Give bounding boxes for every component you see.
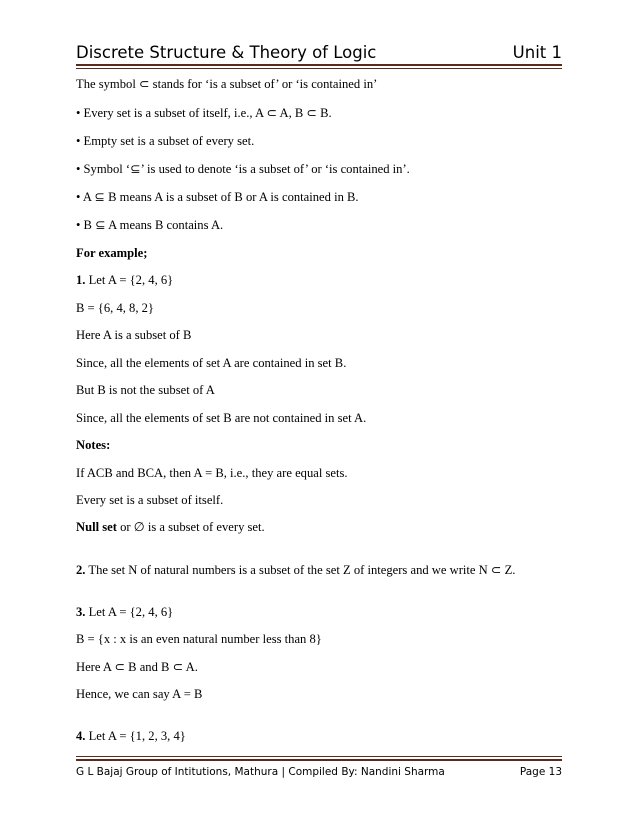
paragraph-line: If ACB and BCA, then A = B, i.e., they are equal sets. <box>76 466 348 480</box>
example-number: 4. <box>76 729 86 743</box>
paragraph-line: B = {6, 4, 8, 2} <box>76 301 154 315</box>
paragraph-line: Here A ⊂ B and B ⊂ A. <box>76 660 198 674</box>
paragraph-line: But B is not the subset of A <box>76 383 215 397</box>
example-line <box>76 562 515 578</box>
paragraph-line: Hence, we can say A = B <box>76 687 203 701</box>
header-rule-thick <box>76 64 562 66</box>
paragraph-line: The symbol ⊂ stands for ‘is a subset of’ or ‘is contained in’ <box>76 77 378 91</box>
example-number: 1. <box>76 273 86 287</box>
document-title: Discrete Structure & Theory of Logic <box>76 43 377 62</box>
line-text: or ∅ is a subset of every set. <box>116 520 265 534</box>
bullet-line: • Symbol ‘⊆’ is used to denote ‘is a subset of’ or ‘is contained in’. <box>76 162 410 176</box>
bullet-line: • Empty set is a subset of every set. <box>76 134 255 148</box>
unit-label: Unit 1 <box>512 43 562 62</box>
paragraph-line: Since, all the elements of set A are contained in set B. <box>76 356 347 370</box>
example-text: Let A = {1, 2, 3, 4} <box>85 729 186 743</box>
paragraph-line: Since, all the elements of set B are not contained in set A. <box>76 411 367 425</box>
bullet-line: • A ⊆ B means A is a subset of B or A is contained in B. <box>76 190 359 204</box>
bullet-line: • B ⊆ A means B contains A. <box>76 218 224 232</box>
header-rule-thin <box>76 68 562 69</box>
example-text: The set N of natural numbers is a subset of the set Z of integers and we write N ⊂ Z. <box>85 563 516 577</box>
example-line <box>76 604 173 620</box>
section-heading: For example; <box>76 246 148 260</box>
footer-rule-thin <box>76 756 562 757</box>
example-line <box>76 728 186 744</box>
example-number: 2. <box>76 563 86 577</box>
paragraph-line: B = {x : x is an even natural number less than 8} <box>76 632 322 646</box>
page-header <box>76 36 562 62</box>
bullet-line: • Every set is a subset of itself, i.e., A ⊂ A, B ⊂ B. <box>76 106 332 120</box>
footer-rule-thick <box>76 759 562 761</box>
paragraph-line: Every set is a subset of itself. <box>76 493 224 507</box>
paragraph-line <box>76 519 265 535</box>
paragraph-line: Here A is a subset of B <box>76 328 192 342</box>
footer-credit: G L Bajaj Group of Intitutions, Mathura | Compiled By: Nandini Sharma <box>76 766 445 778</box>
bold-term: Null set <box>76 520 117 534</box>
example-text: Let A = {2, 4, 6} <box>85 273 174 287</box>
notes-heading: Notes: <box>76 438 111 452</box>
page-footer <box>76 766 562 778</box>
page-number: Page 13 <box>519 766 562 778</box>
example-text: Let A = {2, 4, 6} <box>85 605 174 619</box>
example-line <box>76 272 173 288</box>
example-number: 3. <box>76 605 86 619</box>
